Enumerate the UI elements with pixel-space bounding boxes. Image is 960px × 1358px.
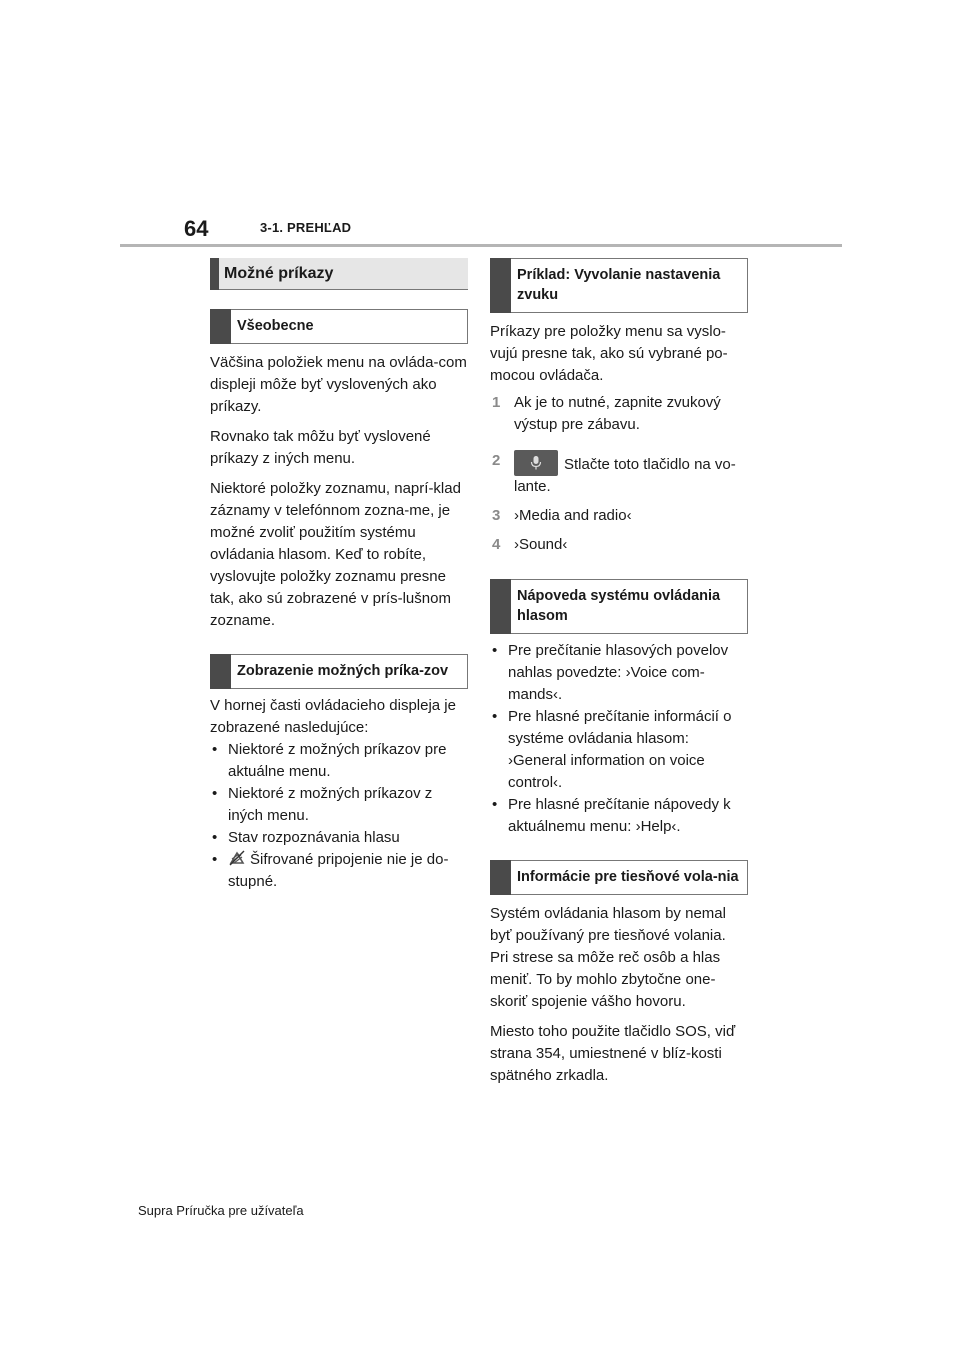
step-item (490, 534, 748, 556)
step-text: Ak je to nutné, zapnite zvukový výstup pre zábavu. (514, 394, 721, 433)
left-column (210, 258, 468, 893)
list-item-text: Šifrované pripojenie nie je do-stupné. (228, 851, 449, 890)
chapter-title: 3-1. PREHĽAD (260, 220, 352, 235)
step-text: Stlačte toto tlačidlo na vo-lante. (514, 456, 736, 495)
step-item (490, 450, 748, 498)
list-item: • Niektoré z možných príkazov z iných menu. (210, 783, 468, 827)
paragraph: Rovnako tak môžu byť vyslovené príkazy z iných menu. (210, 428, 431, 467)
main-heading: Možné príkazy (210, 258, 468, 290)
list-item: • Stav rozpoznávania hlasu (210, 827, 468, 849)
header-rule (120, 244, 842, 247)
list-item: • Pre prečítanie hlasových povelov nahlas povedzte: ›Voice com-mands‹. (490, 640, 748, 706)
section-heading-general: Všeobecne (210, 309, 468, 344)
step-number: 3 (492, 507, 501, 524)
bullet-list (490, 640, 748, 838)
microphone-icon (530, 455, 542, 471)
right-column (490, 258, 748, 1087)
section-heading-sound-example: Príklad: Vyvolanie nastavenia zvuku (490, 258, 748, 313)
step-number: 2 (492, 452, 501, 469)
paragraph: Niektoré položky zoznamu, naprí-klad záznamy v telefónnom zozna-me, je možné zvoliť použitím systému ovládania hlasom. Keď to robíte, vyslovujte položky zoznamu presne tak, ako sú zobrazené v prís-lušnom zozname. (210, 480, 461, 629)
paragraph: Miesto toho použite tlačidlo SOS, viď strana 354, umiestnené v blíz-kosti spätného zrkadla. (490, 1023, 736, 1084)
step-text: ›Sound‹ (514, 536, 568, 553)
paragraph: Systém ovládania hlasom by nemal byť používaný pre tiesňové volania. Pri strese sa môže reč osôb a hlas meniť. To by mohlo zbytočne one-skoriť spojenie vášho hovoru. (490, 905, 726, 1010)
list-item: • Niektoré z možných príkazov pre aktuálne menu. (210, 739, 468, 783)
list-item: • Pre hlasné prečítanie informácií o systéme ovládania hlasom: ›General information on voice control‹. (490, 706, 748, 794)
step-number: 1 (492, 394, 501, 411)
step-item (490, 392, 748, 436)
footer-text: Supra Príručka pre užívateľa (138, 1203, 304, 1218)
section-heading-commands-display: Zobrazenie možných príka-zov (210, 654, 468, 689)
list-item (210, 849, 468, 893)
step-item (490, 505, 748, 527)
section-heading-voice-help: Nápoveda systému ovládania hlasom (490, 579, 748, 634)
encryption-unavailable-icon (228, 850, 246, 866)
voice-button-icon (514, 450, 558, 476)
step-number: 4 (492, 536, 501, 553)
paragraph: V hornej časti ovládacieho displeja je zobrazené nasledujúce: (210, 697, 456, 736)
bullet-list (210, 739, 468, 893)
page-number: 64 (184, 216, 209, 241)
step-text: ›Media and radio‹ (514, 507, 632, 524)
paragraph: Väčšina položiek menu na ovláda-com displeji môže byť vyslovených ako príkazy. (210, 354, 467, 415)
paragraph: Príkazy pre položky menu sa vyslo-vujú presne tak, ako sú vybrané po-mocou ovládača. (490, 323, 728, 384)
list-item: • Pre hlasné prečítanie nápovedy k aktuálnemu menu: ›Help‹. (490, 794, 748, 838)
section-heading-emergency-calls: Informácie pre tiesňové vola-nia (490, 860, 748, 895)
